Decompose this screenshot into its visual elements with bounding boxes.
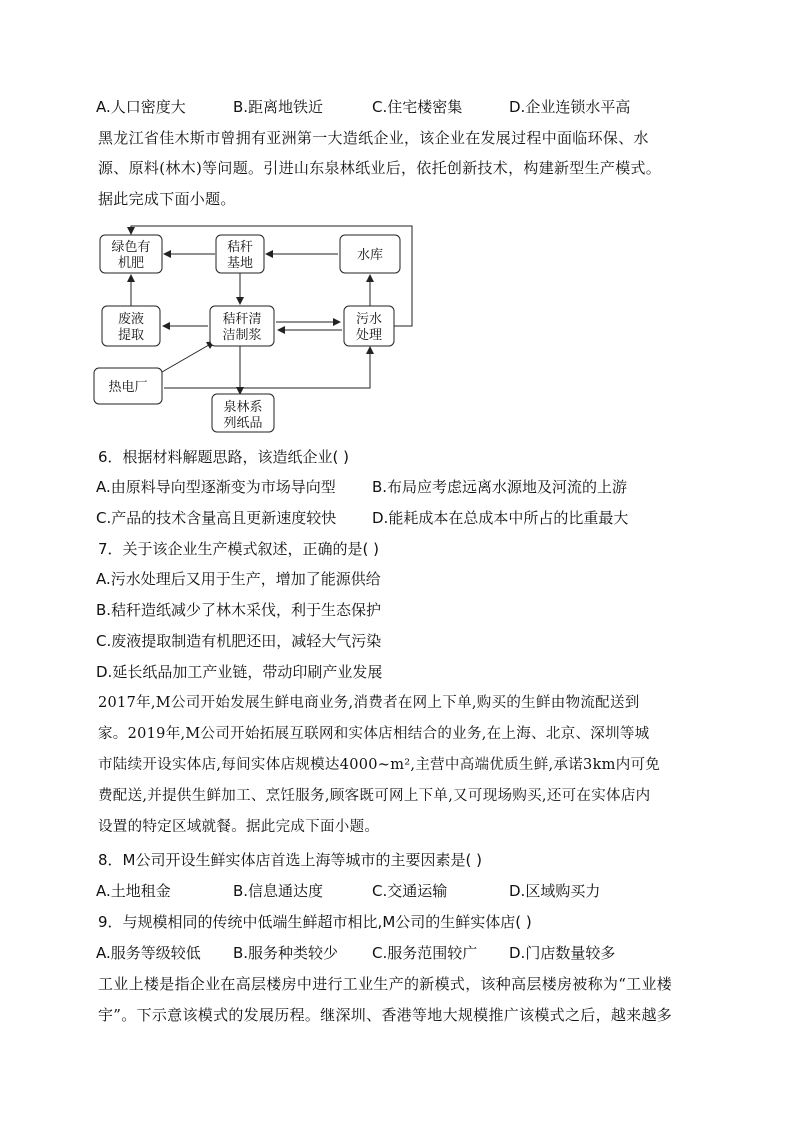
passage1-line: 黑龙江省佳木斯市曾拥有亚洲第一大造纸企业，该企业在发展过程中面临环保、水 [98,129,649,147]
label-green-fertilizer-1: 绿色有 [111,240,151,255]
label-power-plant: 热电厂 [108,380,148,395]
q6-option-b[interactable]: B.布局应考虑远离水源地及河流的上游 [372,478,628,496]
label-paper-products-1: 泉林系 [223,400,263,415]
q6-option-a[interactable]: A.由原料导向型逐渐变为市场导向型 [96,478,336,496]
label-sewage-2: 处理 [355,328,383,343]
label-paper-products-2: 列纸品 [223,416,263,431]
q7-option-b[interactable]: B.秸秆造纸减少了林木采伐，利于生态保护 [96,601,382,619]
label-reservoir: 水库 [356,248,384,263]
passage3-line: 宇”。下示意该模式的发展历程。继深圳、香港等地大规模推广该模式之后，越来越多 [98,1006,673,1024]
label-straw-pulp-2: 洁制浆 [222,328,262,343]
passage2-line: 费配送,并提供生鲜加工、烹饪服务,顾客既可网上下单,又可现场购买,还可在实体店内 [98,788,651,804]
production-flow-diagram [90,222,430,434]
q7-option-a[interactable]: A.污水处理后又用于生产，增加了能源供给 [96,570,381,588]
q8-option-b[interactable]: B.信息通达度 [233,882,324,900]
label-straw-base-2: 基地 [226,256,254,271]
passage2-line: 市陆续开设实体店,每间实体店规模达4000~m²,主营中高端优质生鲜,承诺3km内可免 [98,757,661,773]
passage1-line: 源、原料(林木)等问题。引进山东泉林纸业后，依托创新技术，构建新型生产模式。 [98,159,662,177]
q9-option-b[interactable]: B.服务种类较少 [233,944,339,962]
q5-option-a[interactable]: A.人口密度大 [96,98,186,116]
label-waste-liquid-2: 提取 [117,328,145,343]
label-sewage-1: 污水 [355,312,383,327]
label-straw-base-1: 秸秆 [226,240,254,255]
q9-option-c[interactable]: C.服务范围较广 [372,944,478,962]
q5-option-d[interactable]: D.企业连锁水平高 [509,98,631,116]
q8-stem: 8．M公司开设生鲜实体店首选上海等城市的主要因素是( ) [98,851,482,869]
passage1-line: 据此完成下面小题。 [98,190,236,208]
q8-option-d[interactable]: D.区域购买力 [509,882,601,900]
label-green-fertilizer-2: 机肥 [117,256,145,271]
q8-option-c[interactable]: C.交通运输 [372,882,448,900]
q8-option-a[interactable]: A.土地租金 [96,882,171,900]
q6-option-c[interactable]: C.产品的技术含量高且更新速度较快 [96,509,337,527]
label-straw-pulp-1: 秸秆清 [222,312,262,327]
q6-stem: 6．根据材料解题思路，该造纸企业( ) [98,448,350,466]
q9-stem: 9．与规模相同的传统中低端生鲜超市相比,M公司的生鲜实体店( ) [98,913,532,931]
q7-option-c[interactable]: C.废液提取制造有机肥还田，减轻大气污染 [96,632,382,650]
q9-option-d[interactable]: D.门店数量较多 [509,944,616,962]
q6-option-d[interactable]: D.能耗成本在总成本中所占的比重最大 [372,509,629,527]
passage2-line: 设置的特定区域就餐。据此完成下面小题。 [98,819,380,835]
passage2-line: 2017年,M公司开始发展生鲜电商业务,消费者在网上下单,购买的生鲜由物流配送到 [98,695,640,711]
q7-option-d[interactable]: D.延长纸品加工产业链，带动印刷产业发展 [96,663,383,681]
passage3-line: 工业上楼是指企业在高层楼房中进行工业生产的新模式，该种高层楼房被称为“工业楼 [98,975,673,993]
q5-option-c[interactable]: C.住宅楼密集 [372,98,463,116]
q9-option-a[interactable]: A.服务等级较低 [96,944,201,962]
passage2-line: 家。2019年,M公司开始拓展互联网和实体店相结合的业务,在上海、北京、深圳等城 [98,726,650,742]
label-waste-liquid-1: 废液 [117,312,145,327]
q5-option-b[interactable]: B.距离地铁近 [233,98,324,116]
q7-stem: 7．关于该企业生产模式叙述，正确的是( ) [98,540,380,558]
